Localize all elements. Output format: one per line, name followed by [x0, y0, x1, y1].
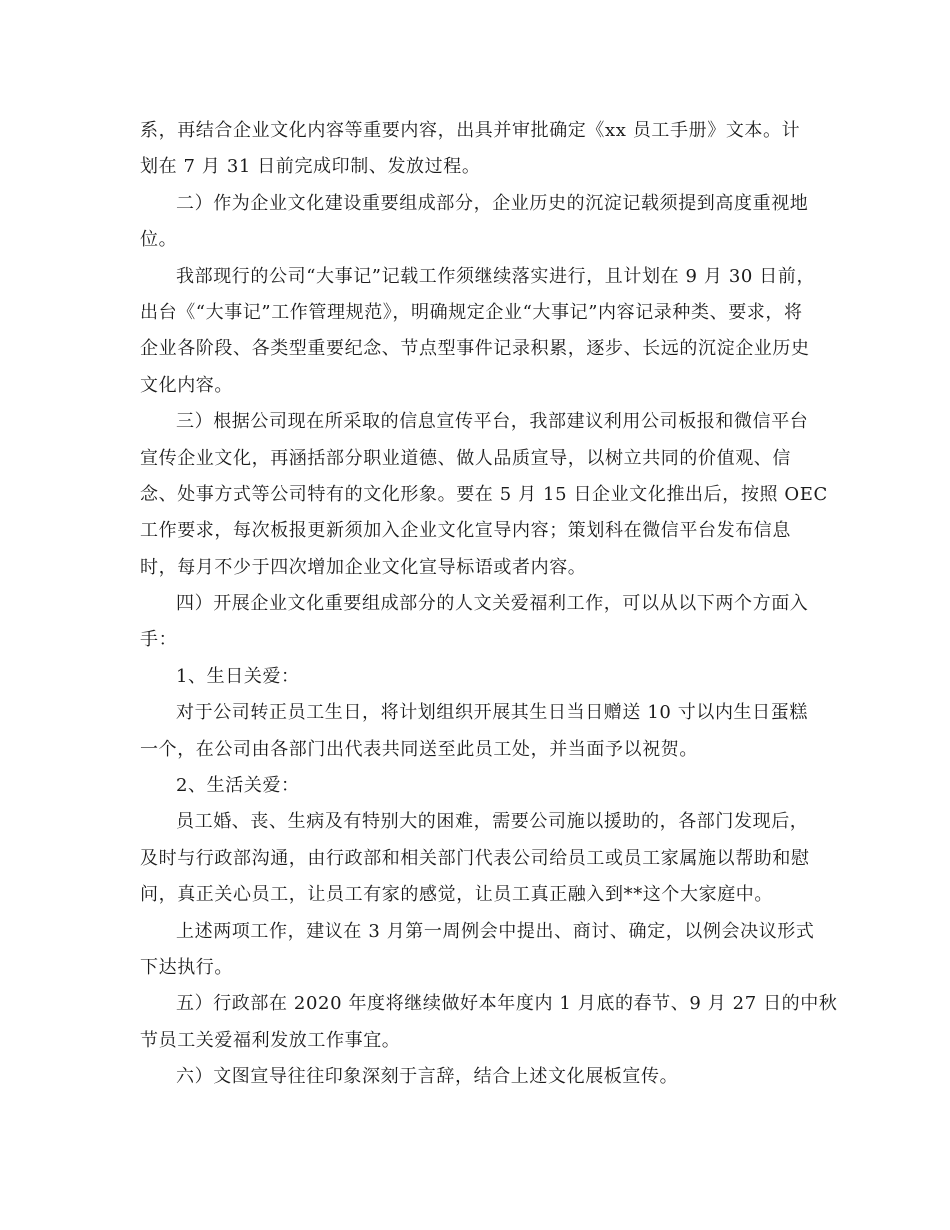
- document-text-line: 节员工关爱福利发放工作事宜。: [140, 1029, 401, 1051]
- document-text-line: 手：: [140, 629, 178, 651]
- document-text-line: 一个，在公司由各部门出代表共同送至此员工处，并当面予以祝贺。: [140, 738, 698, 760]
- document-text-line: 三）根据公司现在所采取的信息宣传平台，我部建议利用公司板报和微信平台: [176, 411, 809, 433]
- document-body: [140, 113, 838, 1096]
- document-text-line: 时，每月不少于四次增加企业文化宣导标语或者内容。: [140, 556, 587, 578]
- document-text-line: 我部现行的公司“大事记”记载工作须继续落实进行，且计划在 9 月 30 日前，: [176, 265, 816, 287]
- document-text-line: 问，真正关心员工，让员工有家的感觉，让员工真正融入到**这个大家庭中。: [140, 884, 773, 906]
- document-text-line: 企业各阶段、各类型重要纪念、节点型事件记录积累，逐步、长远的沉淀企业历史: [140, 338, 810, 360]
- document-text-line: 员工婚、丧、生病及有特别大的困难，需要公司施以援助的，各部门发现后，: [176, 811, 809, 833]
- document-text-line: 文化内容。: [140, 374, 233, 396]
- document-text-line: 念、处事方式等公司特有的文化形象。要在 5 月 15 日企业文化推出后，按照 OEC: [140, 483, 828, 505]
- document-text-line: 四）开展企业文化重要组成部分的人文关爱福利工作，可以从以下两个方面入: [176, 593, 809, 615]
- document-text-line: 2、生活关爱：: [176, 775, 300, 797]
- document-text-line: 及时与行政部沟通，由行政部和相关部门代表公司给员工或员工家属施以帮助和慰: [140, 847, 810, 869]
- document-text-line: 二）作为企业文化建设重要组成部分，企业历史的沉淀记载须提到高度重视地: [176, 192, 809, 214]
- document-text-line: 工作要求，每次板报更新须加入企业文化宣导内容；策划科在微信平台发布信息: [140, 520, 791, 542]
- document-text-line: 宣传企业文化，再涵括部分职业道德、做人品质宣导，以树立共同的价值观、信: [140, 447, 791, 469]
- document-text-line: 划在 7 月 31 日前完成印制、发放过程。: [140, 156, 481, 178]
- document-text-line: 系，再结合企业文化内容等重要内容，出具并审批确定《xx 员工手册》文本。计: [140, 120, 801, 141]
- document-text-line: 下达执行。: [140, 956, 233, 978]
- document-text-line: 1、生日关爱：: [176, 665, 300, 687]
- document-text-line: 位。: [140, 229, 178, 251]
- document-text-line: 六）文图宣导往往印象深刻于言辞，结合上述文化展板宣传。: [176, 1066, 679, 1088]
- document-text-line: 出台《“大事记”工作管理规范》，明确规定企业“大事记”内容记录种类、要求，将: [140, 301, 803, 323]
- document-text-line: 五）行政部在 2020 年度将继续做好本年度内 1 月底的春节、9 月 27 日的中秋: [176, 993, 838, 1015]
- document-text-line: 对于公司转正员工生日，将计划组织开展其生日当日赠送 10 寸以内生日蛋糕: [176, 702, 808, 724]
- document-text-line: 上述两项工作，建议在 3 月第一周例会中提出、商讨、确定，以例会决议形式: [176, 920, 815, 942]
